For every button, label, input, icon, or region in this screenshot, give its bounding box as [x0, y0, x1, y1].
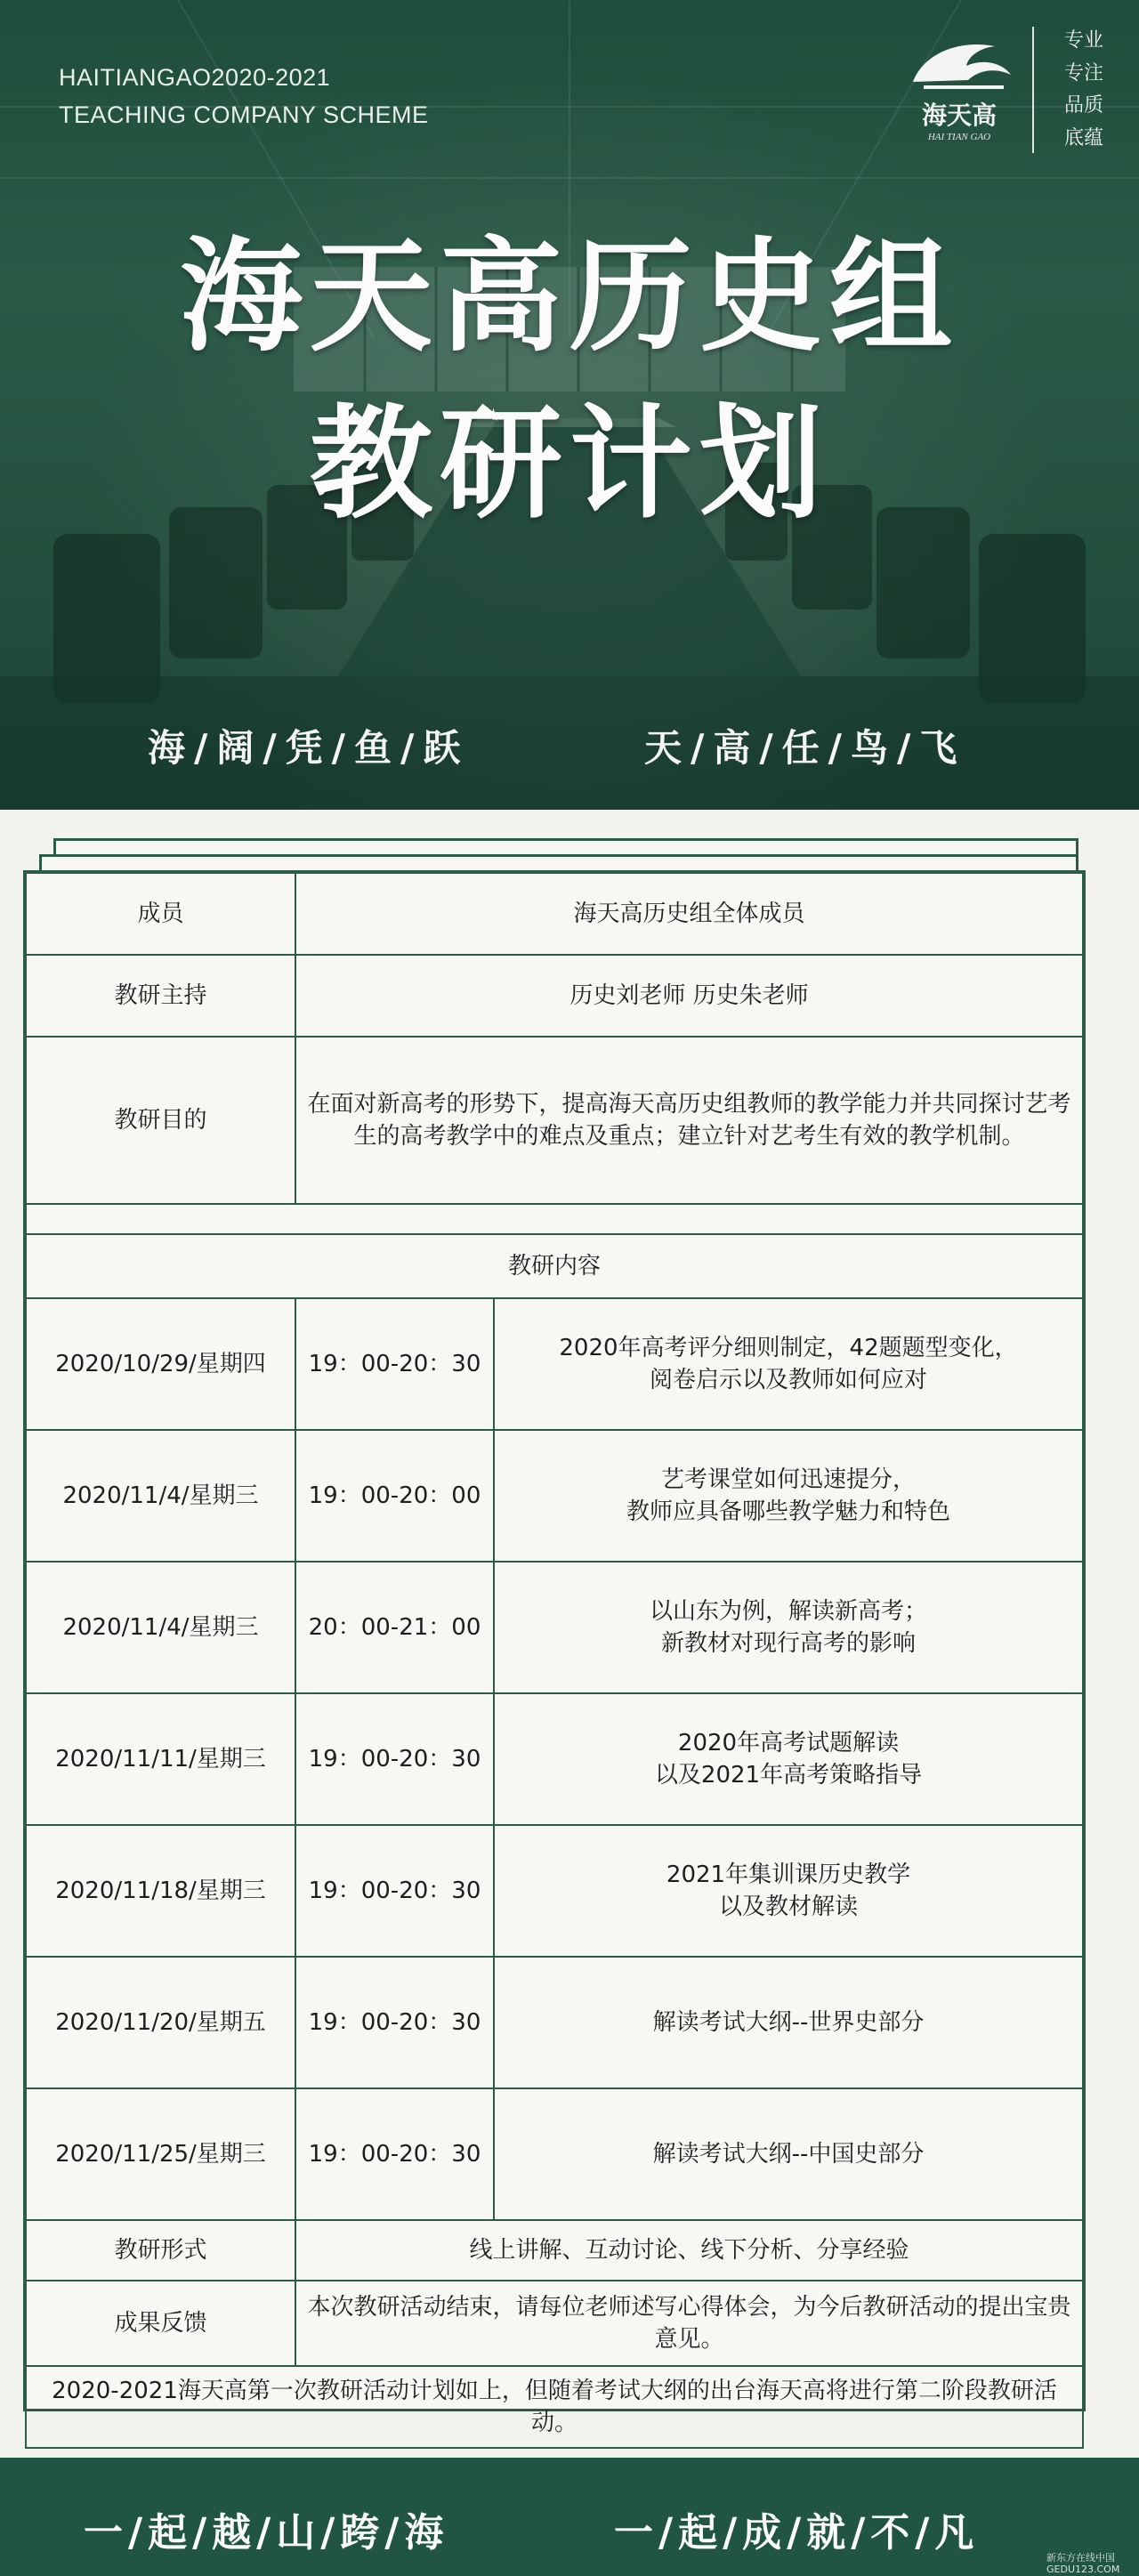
session-date: 2020/11/11/星期三: [26, 1693, 295, 1825]
footer-slogan-right: 一/起/成/就/不/凡: [614, 2510, 980, 2556]
feedback-value: 本次教研活动结束，请每位老师述写心得体会，为今后教研活动的提出宝贵意见。: [295, 2281, 1083, 2366]
english-heading: [59, 59, 429, 133]
table-row: [26, 955, 1083, 1037]
watermark-line-2: GEDU123.COM: [1046, 2564, 1120, 2575]
watermark-line-1: 新东方在线中国: [1046, 2552, 1115, 2564]
members-label: 成员: [26, 873, 295, 955]
wave-logo-icon: [897, 27, 1022, 98]
session-topic: [494, 2088, 1083, 2220]
research-plan-table: [25, 872, 1084, 2449]
table-row: [26, 2281, 1083, 2366]
session-row: [26, 1298, 1083, 1430]
session-time: 19：00-20：30: [295, 1957, 494, 2088]
session-topic-line: 阅卷启示以及教师如何应对: [650, 1367, 928, 1393]
session-topic-line: 艺考课堂如何迅速提分，: [661, 1466, 917, 1493]
session-time: 19：00-20：30: [295, 2088, 494, 2220]
host-label: 教研主持: [26, 955, 295, 1037]
poem-right: 天/高/任/鸟/飞: [644, 726, 966, 770]
logo-text: 海天高: [921, 101, 997, 130]
session-row: [26, 1562, 1083, 1693]
table-row: [26, 2366, 1083, 2448]
session-date: 2020/11/25/星期三: [26, 2088, 295, 2220]
session-row: [26, 1693, 1083, 1825]
session-date: 2020/11/18/星期三: [26, 1825, 295, 1957]
session-topic: [494, 1430, 1083, 1562]
session-time: 19：00-20：30: [295, 1693, 494, 1825]
session-time: 19：00-20：00: [295, 1430, 494, 1562]
page-title-line-1: 海天高历史组: [179, 223, 959, 368]
session-topic-line: 2020年高考评分细则制定，42题题型变化，: [559, 1335, 1018, 1361]
content-header: 教研内容: [26, 1234, 1083, 1298]
members-value: 海天高历史组全体成员: [295, 873, 1083, 955]
english-line-1: HAITIANGAO2020-2021: [59, 64, 331, 91]
page-title-line-2: 教研计划: [309, 391, 829, 536]
session-topic-line: 以及教材解读: [719, 1894, 859, 1920]
host-value: 历史刘老师 历史朱老师: [295, 955, 1083, 1037]
table-row: [26, 1037, 1083, 1204]
plan-note: 2020-2021海天高第一次教研活动计划如上，但随着考试大纲的出台海天高将进行第二阶段教研活动。: [26, 2366, 1083, 2448]
session-topic: [494, 1562, 1083, 1693]
session-topic: [494, 1298, 1083, 1430]
purpose-label: 教研目的: [26, 1037, 295, 1204]
session-row: [26, 1825, 1083, 1957]
english-line-2: TEACHING COMPANY SCHEME: [59, 101, 429, 128]
slogan-item: 底蕴: [1063, 126, 1103, 149]
session-topic-line: 以及2021年高考策略指导: [654, 1762, 923, 1789]
table-row: [26, 873, 1083, 955]
session-date: 2020/10/29/星期四: [26, 1298, 295, 1430]
watermark: [1046, 2552, 1119, 2575]
session-topic: [494, 1693, 1083, 1825]
logo-subtext: HAI TIAN GAO: [927, 132, 991, 142]
format-label: 教研形式: [26, 2220, 295, 2281]
session-time: 19：00-20：30: [295, 1825, 494, 1957]
slogan-item: 品质: [1063, 94, 1103, 117]
footer-slogan-left: 一/起/越/山/跨/海: [84, 2510, 449, 2556]
purpose-value: 在面对新高考的形势下，提高海天高历史组教师的教学能力并共同探讨艺考生的高考教学中的难点及重点；建立针对艺考生有效的教学机制。: [295, 1037, 1083, 1204]
slogan-column: [1048, 25, 1119, 155]
header-banner: [0, 0, 1139, 810]
table-row: [26, 2220, 1083, 2281]
session-topic-line: 以山东为例，解读新高考；: [650, 1598, 928, 1625]
session-time: 19：00-20：30: [295, 1298, 494, 1430]
table-row: [26, 1234, 1083, 1298]
session-row: [26, 2088, 1083, 2220]
session-topic-line: 解读考试大纲--世界史部分: [652, 2009, 925, 2036]
session-topic: [494, 1825, 1083, 1957]
session-topic-line: 解读考试大纲--中国史部分: [652, 2141, 925, 2168]
session-topic-line: 2020年高考试题解读: [677, 1730, 900, 1756]
brand-logo: [897, 27, 1022, 151]
session-row: [26, 1430, 1083, 1562]
session-date: 2020/11/20/星期五: [26, 1957, 295, 2088]
session-date: 2020/11/4/星期三: [26, 1430, 295, 1562]
feedback-label: 成果反馈: [26, 2281, 295, 2366]
format-value: 线上讲解、互动讨论、线下分析、分享经验: [295, 2220, 1083, 2281]
poem-left: 海/阔/凭/鱼/跃: [148, 726, 470, 770]
session-time: 20：00-21：00: [295, 1562, 494, 1693]
session-topic-line: 教师应具备哪些教学魅力和特色: [626, 1498, 951, 1525]
session-topic-line: 2021年集训课历史教学: [666, 1861, 911, 1888]
slogan-item: 专业: [1063, 29, 1103, 52]
slogan-item: 专注: [1063, 61, 1103, 85]
session-topic-line: 新教材对现行高考的影响: [661, 1630, 917, 1657]
session-date: 2020/11/4/星期三: [26, 1562, 295, 1693]
logo-divider: [1032, 27, 1034, 153]
session-topic: [494, 1957, 1083, 2088]
table-row-spacer: [26, 1204, 1083, 1234]
session-row: [26, 1957, 1083, 2088]
